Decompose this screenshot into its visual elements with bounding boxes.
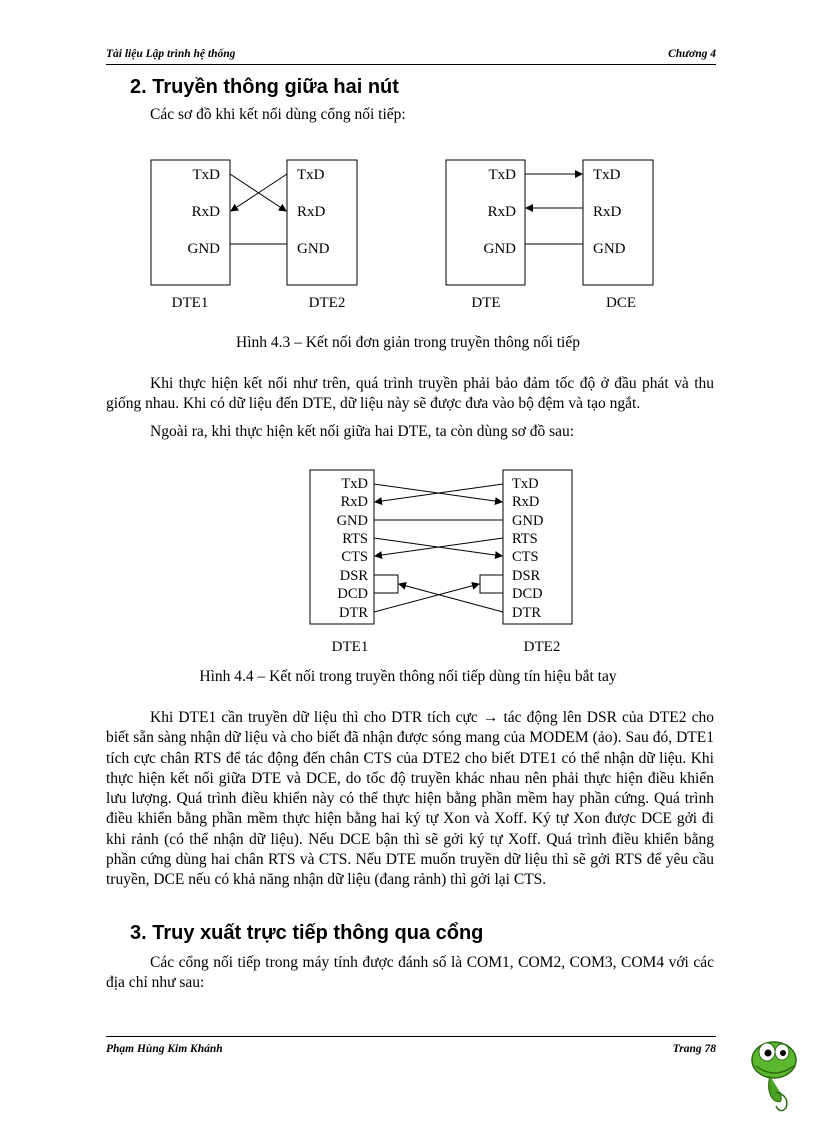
- fig43-dte-pin: TxD: [488, 167, 516, 183]
- fig44-dte2-pin: DTR: [512, 605, 541, 621]
- fig44-dte1-pin: CTS: [341, 549, 368, 565]
- fig44-label: DTE2: [523, 639, 561, 655]
- fig43-dte2-pin: RxD: [297, 204, 326, 220]
- figure-4-3-caption: Hình 4.3 – Kết nối đơn giản trong truyền thông nối tiếp: [236, 334, 580, 351]
- fig44-dsr-dcd-bridge-left: [374, 575, 398, 593]
- fig43-label: DTE2: [308, 295, 346, 311]
- fig43-label: DCE: [606, 295, 636, 311]
- fig43-label: DTE: [471, 295, 501, 311]
- paragraph-3: Khi DTE1 cần truyền dữ liệu thì cho DTR tích cực → tác động lên DSR của DTE2 cho biết sẵn sàng nhận dữ liệu và cho biết đã nhận được sóng mang của MODEM (ảo). Sau đó, DTE1 tích cực chân RTS để tác động đến chân CTS của DTE2 cho biết DTE1 có thể nhận dữ liệu. Khi thực hiện kết nối giữa DTE và DCE, do tốc độ truyền khác nhau nên phải thực hiện điều khiển lưu lượng. Quá trình điều khiển này có thể thực hiện bằng phần mềm hay phần cứng. Quá trình điều khiển bằng phần mềm thực hiện bằng hai ký tự Xon và Xoff. Ký tự Xon được DCE gởi đi khi rảnh (có thể nhận dữ liệu). Nếu DCE bận thì sẽ gởi ký tự Xoff. Quá trình điều khiển bằng phần cứng dùng hai chân RTS và CTS. Nếu DTE muốn truyền dữ liệu thì sẽ gởi RTS để yêu cầu truyền, DCE nếu có khả năng nhận dữ liệu (đang rảnh) thì gởi lại CTS.: [106, 709, 714, 889]
- fig44-dte1-pin: RxD: [340, 494, 368, 510]
- fig43-dte2-pin: TxD: [297, 167, 325, 183]
- fig43-dce-pin: GND: [593, 241, 626, 257]
- fig44-dte2-pin: TxD: [512, 476, 539, 492]
- fig44-dte1-pin: DCD: [337, 586, 368, 602]
- figure-4-4-caption: Hình 4.4 – Kết nối trong truyền thông nối tiếp dùng tín hiệu bắt tay: [199, 668, 617, 685]
- fig44-dte1-pin: DSR: [339, 568, 368, 584]
- fig44-dte2-pin: RTS: [512, 531, 538, 547]
- fig43-dce-pin: RxD: [593, 204, 622, 220]
- fig44-dte2-pin: GND: [512, 513, 544, 529]
- paragraph-1: Khi thực hiện kết nối như trên, quá trình truyền phải bảo đảm tốc độ ở đầu phát và thu giống nhau. Khi có dữ liệu đến DTE, dữ liệu này sẽ được đưa vào bộ đệm và tạo ngắt.: [106, 375, 714, 413]
- fig44-dte2-pin: CTS: [512, 549, 539, 565]
- fig44-dtr-dsr-wire: [374, 584, 479, 612]
- fig44-dte2-pin: DCD: [512, 586, 543, 602]
- footer-page-number: Trang 78: [672, 1043, 716, 1055]
- fig44-dtr-dsr-wire: [399, 584, 503, 612]
- header-doc-title: Tài liệu Lập trình hệ thống: [106, 48, 236, 60]
- fig44-dte1-pin: RTS: [342, 531, 368, 547]
- paragraph-4: Các cổng nối tiếp trong máy tính được đánh số là COM1, COM2, COM3, COM4 với các địa chỉ như sau:: [106, 954, 714, 992]
- fig44-dte1-pin: TxD: [341, 476, 368, 492]
- section-3-heading: 3. Truy xuất trực tiếp thông qua cổng: [130, 922, 484, 944]
- fig44-label: DTE1: [331, 639, 369, 655]
- section-2-intro: Các sơ đồ khi kết nối dùng cổng nối tiếp:: [150, 106, 406, 123]
- fig43-dce-pin: TxD: [593, 167, 621, 183]
- fig44-dte1-pin: DTR: [339, 605, 368, 621]
- header-chapter: Chương 4: [668, 48, 716, 60]
- figure-4-3: [0, 0, 816, 330]
- page-footer: [106, 1043, 716, 1059]
- fig43-dte2-pin: GND: [297, 241, 330, 257]
- section-2-heading: 2. Truyền thông giữa hai nút: [130, 76, 399, 98]
- paragraph-2: Ngoài ra, khi thực hiện kết nối giữa hai DTE, ta còn dùng sơ đồ sau:: [150, 423, 575, 440]
- fig44-dte1-pin: GND: [336, 513, 368, 529]
- fig44-dsr-dcd-bridge-right: [480, 575, 503, 593]
- footer-rule: [106, 1036, 716, 1037]
- fig43-dte-pin: GND: [483, 241, 516, 257]
- fig43-cross-wire: [231, 174, 287, 211]
- footer-author: Phạm Hùng Kim Khánh: [106, 1043, 223, 1055]
- fig44-dte2-pin: DSR: [512, 568, 541, 584]
- fig43-dte1-pin: GND: [187, 241, 220, 257]
- figure-4-4: [0, 460, 816, 660]
- chameleon-icon: [740, 1030, 806, 1116]
- fig43-label: DTE1: [171, 295, 209, 311]
- fig43-dte1-pin: TxD: [192, 167, 220, 183]
- fig44-dte2-pin: RxD: [512, 494, 540, 510]
- fig43-dte1-pin: RxD: [191, 204, 220, 220]
- fig43-dte-pin: RxD: [487, 204, 516, 220]
- fig43-cross-wire: [230, 174, 286, 211]
